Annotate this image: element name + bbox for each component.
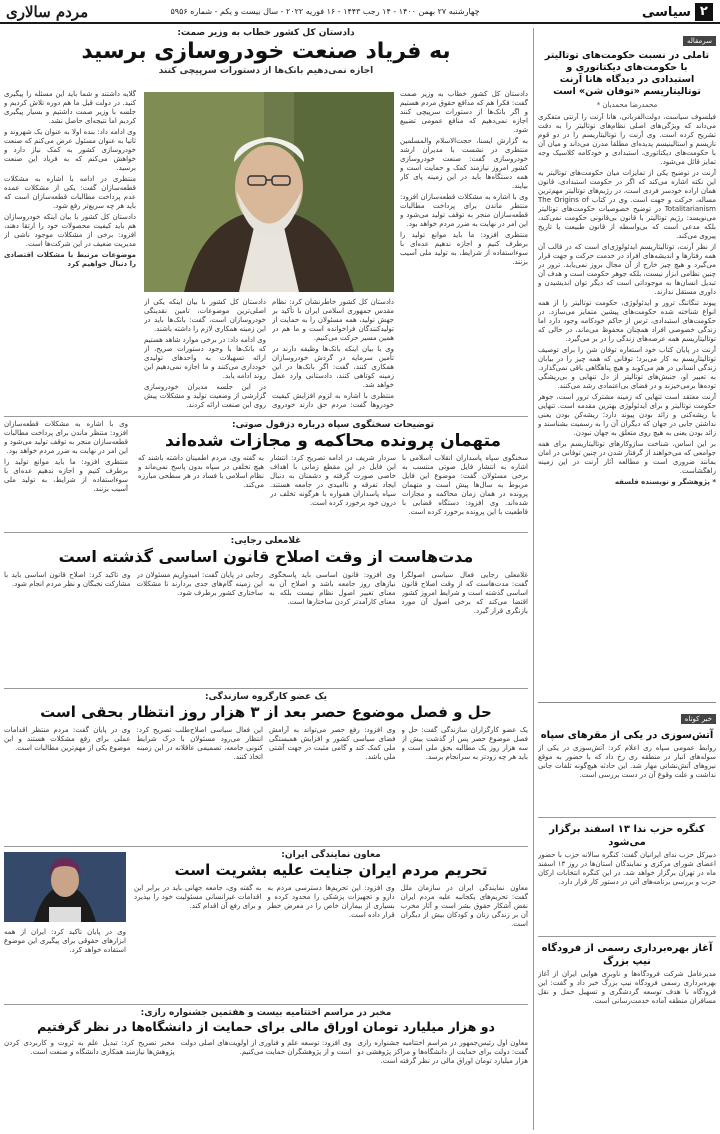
labor-kicker: یک عضو کارگروه سازندگی:	[204, 692, 328, 702]
sanctions-photo	[4, 852, 126, 922]
paragraph: دادستان کل کشور با بیان اینکه خودروسازان هم باید کیفیت محصولات خود را ارتقا دهند، افزود: برخی از مشکلات موجود ناشی از مدیریت ضعیف در این شرکت‌ها است.	[4, 213, 136, 248]
page-number: ۲	[695, 3, 713, 21]
top-story-headline: به فریاد صنعت خودروسازی برسید	[81, 39, 451, 64]
paragraph: وی ادامه داد: بنده اولا به عنوان یک شهروند و ثانیا به عنوان مسئول عرض می‌کنم که صنعت خودروسازی کشور به کمک نیاز دارد و خواهش می‌کنم که به فریاد این صنعت برسید.	[4, 128, 136, 172]
column-divider	[533, 28, 534, 1130]
divider	[4, 1004, 528, 1005]
paragraph: به گزارش ایسنا، حجت‌الاسلام والمسلمین منتظری در نشست با مدیران ارشد خودروسازی گفت: صنعت خودروسازی کشور امروز نیازمند کمک و حمایت است و همه دستگاه‌ها باید در این زمینه پای کار بیایند.	[400, 137, 528, 190]
news-brief-title: کنگره حزب ندا ۱۳ اسفند برگزار می‌شود	[549, 824, 705, 848]
labor-headline: حل و فصل موضوع حصر بعد از ۳ هزار روز انتظار بحقی است	[40, 703, 492, 721]
paragraph: دادستان کل کشور خطاب به وزیر صمت گفت: فکرا هم که مدافع حقوق مردم هستیم و اگر بانک‌ها از دستورات سرپیچی کنند اجازه نمی‌دهیم که منافع عمومی تضییع شود.	[400, 90, 528, 134]
editorial-paragraph: پیوند تنگاتنگ ترور و ایدئولوژی، حکومت توتالیتر را از همه انواع شناخته شده حکومت‌های پیشین متمایز می‌سازد. در حکومت‌های استبدادی، ترس از حاکم خودکامه وجود دارد اما زندگی خصوصی افراد همچنان محفوظ می‌ماند، در حالی که توتالیتاریسم همه عرصه‌های زندگی را در بر می‌گیرد.	[538, 299, 716, 343]
editorial-paragraph: بر این اساس، شناخت سازوکارهای توتالیتاریسم برای همه جوامعی که می‌خواهند از گرفتار شدن در چنین توفانی در امان بمانند ضروری است و مطالعه آثار آرنت در این زمینه راهگشاست.	[538, 440, 716, 475]
festival-headline: دو هزار میلیارد تومان اوراق مالی برای حمایت از دانشگاه‌ها در نظر گرفتیم	[37, 1019, 495, 1034]
festival-kicker: مخبر در مراسم اختتامیه بیست و هفتمین جشنواره رازی:	[140, 1008, 392, 1018]
divider	[538, 817, 716, 818]
labor-column: این فعال سیاسی اصلاح‌طلب تصریح کرد: انتظار می‌رود مسئولان با درک شرایط کنونی جامعه، تصمیمی عاقلانه در این زمینه اتخاذ کنند.	[136, 726, 263, 761]
divider	[538, 936, 716, 937]
irgc-column: سردار شریف در ادامه تصریح کرد: انتشار این فایل در این مقطع زمانی با اهداف خاصی صورت گرفته و دشمنان به دنبال ایجاد تفرقه و ناامیدی در جامعه هستند. سپاه پاسداران همواره با هرگونه تخلف در درون خود برخورد کرده است.	[270, 454, 396, 507]
news-brief-body: مدیرعامل شرکت فرودگاه‌ها و ناوبری هوایی ایران از آغاز بهره‌برداری رسمی فرودگاه نیپ بزرگ خبر داد و گفت: این فرودگاه با هدف توسعه گردشگری و تسهیل حمل و نقل مسافران منطقه آماده خدمت‌رسانی است.	[538, 970, 716, 1005]
festival-column: وی افزود: توسعه علم و فناوری از اولویت‌های اصلی دولت است و از پژوهشگران حمایت می‌کنیم.	[180, 1039, 352, 1056]
irgc-side-column	[4, 420, 128, 528]
news-brief-title: آغاز بهره‌برداری رسمی از فرودگاه نیپ بزرگ	[541, 943, 713, 967]
sanctions-column: معاون نمایندگی ایران در سازمان ملل گفت: تحریم‌های یکجانبه علیه مردم ایران نقض آشکار حقوق بشر است و آثار مخرب آن بر زندگی زنان و کودکان بیش از دیگران است.	[400, 884, 528, 928]
paragraph: گلایه داشتند و شما باید این مسئله را پیگیری کنید. در دولت قبل ما هم دوره تلاش کردیم و جلسه با وزیر صمت داشتیم و بسیار پیگیری کردیم اما نتیجه‌ای حاصل نشد.	[4, 90, 136, 125]
editorial-title: تاملی در نسبت حکومت‌های توتالیتر با حکومت‌های دیکتاتوری و استبدادی در دیدگاه هانا آرنت توتالیتاریسم «توفان شن» است	[544, 50, 710, 97]
editorial-paragraph: آرنت در پایان کتاب خود استعاره توفان شن را برای توصیف توتالیتاریسم به کار می‌برد؛ توفانی که همه چیز را در بیابان زندگی انسانی در هم می‌کوبد و هیچ پناهگاهی باقی نمی‌گذارد. به تعبیر او، جنبش‌های توتالیتر از دل تنهایی و بی‌ریشگی توده‌ها برمی‌خیزند و در فضای بی‌اعتمادی رشد می‌کنند.	[538, 346, 716, 390]
top-story-column	[272, 298, 394, 410]
editorial-footnote: * پژوهشگر و نویسنده فلسفه	[614, 478, 716, 486]
paragraph: وی با اشاره به مشکلات قطعه‌سازان افزود: منتظر ماندن برای پرداخت مطالبات قطعه‌سازان منجر به توقف تولید می‌شود و این امر در نهایت به ضرر مردم خواهد بود.	[4, 420, 128, 455]
editorial-sidebar	[538, 28, 716, 698]
irgc-kicker: توضیحات سخنگوی سپاه درباره دزفول صوتی:	[232, 420, 434, 430]
paragraph: موضوعات مرتبط با مشکلات اقتصادی را دنبال خواهیم کرد	[4, 251, 136, 268]
sanctions-side-column: وی در پایان تاکید کرد: ایران از همه ابزارهای حقوقی برای پیگیری این موضوع استفاده خواهد کرد.	[4, 928, 126, 954]
paragraph: منتظری با اشاره به لزوم افزایش کیفیت خودروها گفت: مردم حق دارند خودروی	[272, 392, 394, 409]
editorial-paragraph: آرنت معتقد است تنهایی که زمینه مشترک ترور است، جوهر حکومت توتالیتر و برای ایدئولوژی بهترین مقدمه است. تنهایی با ریشه‌کنی و زائد بودن پیوند دارد؛ ریشه‌کن بودن یعنی نداشتن جایی در جهان که دیگران آن را به رسمیت بشناسند و زائد بودن یعنی به هیچ روی متعلق به جهان نبودن.	[538, 393, 716, 437]
masthead	[0, 0, 720, 24]
divider	[4, 532, 528, 533]
labor-column: وی در پایان گفت: مردم منتظر اقدامات عملی برای رفع مشکلات هستند و این موضوع یکی از مهم‌ترین مطالبات است.	[4, 726, 131, 752]
editorial-paragraph: آرنت در توضیح یکی از تمایزات میان حکومت‌های توتالیتر به این نکته اشاره می‌کند که اگر در حکومت استبدادی، قانون همان اراده خودسر فردی است، در رژیم‌های توتالیتر مهم‌ترین مساله، حرکت و جهت است. وی در کتاب The Origins of Totalitarianism در توضیح خصوصیات حکومت‌های توتالیتر می‌نویسد: رژیم توتالیتر با قانون بی‌قانونی حکومت نمی‌کند، بلکه مدعی است که بی‌واسطه از قانون طبیعت یا تاریخ پیروی می‌کند.	[538, 169, 716, 240]
divider	[4, 688, 528, 689]
top-story-kicker: دادستان کل کشور خطاب به وزیر صمت:	[177, 28, 355, 38]
news-brief-body: دبیرکل حزب ندای ایرانیان گفت: کنگره سالانه حزب با حضور اعضای شورای مرکزی و نمایندگان استان‌ها در روز ۱۳ اسفند ماه در تهران برگزار خواهد شد. در این کنگره انتخابات ارکان حزب و بررسی برنامه‌های آتی در دستور کار قرار دارد.	[538, 851, 716, 886]
festival-column: مخبر تصریح کرد: تبدیل علم به ثروت و کاربردی کردن پژوهش‌ها نیازمند همکاری دانشگاه و صنعت است.	[3, 1039, 175, 1056]
portrait-photo-icon	[144, 92, 394, 292]
labor-column: وی افزود: رفع حصر می‌تواند به آرامش فضای سیاسی کشور و افزایش همبستگی ملی کمک کند و گامی مثبت در جهت آشتی ملی باشد.	[269, 726, 396, 761]
dateline: چهارشنبه ۲۷ بهمن ۱۴۰۰ - ۱۴ رجب ۱۴۴۳ - ۱۶ فوریه ۲۰۲۲ - سال بیست و یکم - شماره ۵۹۵۶	[170, 7, 480, 16]
irgc-headline: متهمان پرونده محاکمه و مجازات شده‌اند	[164, 431, 502, 451]
festival-column: معاون اول رئیس‌جمهور در مراسم اختتامیه جشنواره رازی گفت: دولت برای حمایت از دانشگاه‌ها و مراکز پژوهشی دو هزار میلیارد تومان اوراق مالی در نظر گرفته است.	[357, 1039, 528, 1065]
festival-story	[4, 1008, 528, 1130]
irgc-column: سخنگوی سپاه پاسداران انقلاب اسلامی با اشاره به انتشار فایل صوتی منتسب به برخی مسئولان گفت: موضوع این فایل مربوط به سال‌ها پیش است و متهمان پرونده در همان زمان محاکمه و مجازات شده‌اند. وی افزود: دستگاه قضایی با قاطعیت با این پرونده برخورد کرده است.	[402, 454, 528, 516]
sanctions-column: به گفته وی، جامعه جهانی باید در برابر این اقدامات غیرانسانی مسئولیت خود را بپذیرد و برای رفع آن اقدام کند.	[134, 884, 262, 910]
paragraph: وی با اشاره به مشکلات قطعه‌سازان افزود: منتظر ماندن برای پرداخت مطالبات قطعه‌سازان منجر به توقف تولید می‌شود و این امر در نهایت به ضرر مردم خواهد بود.	[400, 193, 528, 228]
top-story-photo	[144, 92, 394, 292]
sanctions-story	[4, 850, 528, 1000]
top-story-column	[400, 90, 528, 410]
editorial-paragraph: فیلسوف سیاست، دولت‌الفربانی، هانا آرنت را آرنتی متفکری می‌داند که ویژگی‌های اصلی نظام‌های توتالیتر را به دقت تشریح کرده است. وی آرنت را توتالیتاریسم را در دو قوم نازیسم و استالینیسم پدیده‌ای مطلقا مدرن می‌داند و میان آن با حکومت‌های دیکتاتوری، استبدادی و خودکامه کلاسیک وجه تمایز قائل می‌شود.	[538, 113, 716, 166]
paragraph: دادستان کل کشور خاطرنشان کرد: نظام مقدس جمهوری اسلامی ایران با تأکید بر جهش تولید، همه مسئولان را به حمایت از تولیدکنندگان فراخوانده است و ما هم در همین مسیر حرکت می‌کنیم.	[272, 298, 394, 342]
top-story-column	[144, 298, 266, 410]
labor-column: یک عضو کارگزاران سازندگی گفت: حل و فصل موضوع حصر پس از گذشت بیش از سه هزار روز یک مطالبه بحق ملی است و باید هر چه زودتر به سرانجام برسد.	[401, 726, 528, 761]
divider	[4, 846, 528, 847]
speaker-photo-icon	[4, 852, 126, 922]
law-column: غلامعلی رجایی فعال سیاسی اصولگرا گفت: مدت‌هاست که از وقت اصلاح قانون اساسی گذشته است و شرایط امروز کشور اقتضا می‌کند که برخی اصول آن مورد بازنگری قرار گیرد.	[401, 571, 528, 615]
law-kicker: غلامعلی رجایی:	[230, 536, 302, 546]
law-column: وی افزود: قانون اساسی باید پاسخگوی نیازهای روز جامعه باشد و اصلاح آن به معنای تغییر اصول نظام نیست بلکه به معنای کارآمدتر کردن ساختارها است.	[269, 571, 396, 606]
editorial-author: محمدرضا محمدیان *	[596, 101, 658, 109]
section-title: سیاسی	[642, 4, 691, 20]
news-brief-title: آتش‌سوزی در یکی از مقرهای سپاه	[540, 730, 714, 741]
divider	[4, 416, 528, 417]
newspaper-logo: مردم سالاری	[6, 3, 89, 21]
paragraph: وی با بیان اینکه بانک‌ها وظیفه دارند در تأمین سرمایه در گردش خودروسازان همکاری کنند، گفت: اگر بانک‌ها در این زمینه کوتاهی کنند، دادستانی وارد عمل خواهد شد.	[272, 345, 394, 389]
irgc-column: به گفته وی، مردم اطمینان داشته باشند که هیچ تخلفی در سپاه بدون پاسخ نمی‌ماند و نظام اسلامی با فساد در هر سطحی مبارزه می‌کند.	[138, 454, 264, 489]
editorial-body	[538, 113, 716, 703]
news-brief-tag: خبر کوتاه	[681, 714, 716, 724]
news-brief-body: روابط عمومی سپاه ری اعلام کرد: آتش‌سوزی در یکی از سوله‌های انبار در منطقه ری رخ داد که با حضور به موقع نیروهای آتش‌نشانی مهار شد. این حادثه هیچ‌گونه تلفات جانی نداشت و علت وقوع آن در دست بررسی است.	[538, 744, 716, 779]
paragraph: منتظری افزود: ما باید موانع تولید را برطرف کنیم و اجازه ندهیم عده‌ای با سوءاستفاده از شرایط، به تولید ملی آسیب بزنند.	[400, 231, 528, 266]
law-column: وی تاکید کرد: اصلاح قانون اساسی باید با مشارکت نخبگان و نظر مردم انجام شود.	[4, 571, 131, 588]
editorial-tag: سرمقاله	[683, 36, 716, 46]
irgc-story	[138, 420, 528, 528]
top-story	[4, 28, 528, 414]
paragraph: منتظری در ادامه با اشاره به مشکلات قطعه‌سازان گفت: یکی از مشکلات عمده عدم پرداخت مطالبات قطعه‌سازان است که باید هر چه سریع‌تر رفع شود.	[4, 175, 136, 210]
paragraph: منتظری افزود: ما باید موانع تولید را برطرف کنیم و اجازه ندهیم عده‌ای با سوءاستفاده از شرایط، به تولید ملی آسیب بزنند.	[4, 458, 128, 493]
sanctions-kicker: معاون نمایندگی ایران:	[281, 850, 381, 860]
news-briefs-sidebar	[538, 702, 716, 1130]
law-column: رجایی در پایان گفت: امیدواریم مسئولان در این زمینه گام‌های جدی بردارند تا مشکلات ساختاری کشور برطرف شود.	[136, 571, 263, 597]
page-box	[642, 2, 716, 22]
top-story-column	[4, 90, 136, 410]
sanctions-headline: تحریم مردم ایران جنایت علیه بشریت است	[174, 861, 488, 879]
labor-story	[4, 692, 528, 842]
paragraph: دادستان کل کشور با بیان اینکه یکی از اصلی‌ترین موضوعات، تامین نقدینگی خودروسازان است، گفت: بانک‌ها باید در این زمینه همکاری لازم را داشته باشند.	[144, 298, 266, 333]
editorial-paragraph: از نظر آرنت، توتالیتاریسم ایدئولوژی‌ای است که در قالب آن همه رفتارها و اندیشه‌های افراد در خدمت حرکت و جهت قرار می‌گیرد و هیچ چیز خارج از آن مجال بروز نمی‌یابد. ترور در چنین نظامی ابزار نیست، بلکه جوهر حکومت است و هدف آن تبدیل انسان‌ها به موجوداتی است که دیگر توان اندیشیدن و داوری مستقل ندارند.	[538, 243, 716, 296]
paragraph: در این جلسه مدیران خودروسازی گزارشی از وضعیت تولید و مشکلات پیش روی این صنعت ارائه کردند.	[144, 383, 266, 409]
law-story	[4, 536, 528, 686]
law-headline: مدت‌هاست از وقت اصلاح قانون اساسی گذشته است	[58, 547, 474, 566]
paragraph: وی ادامه داد: در برخی موارد شاهد هستیم که بانک‌ها با وجود دستورات صریح، از ارائه تسهیلات به واحدهای تولیدی خودداری می‌کنند و ما اجازه نمی‌دهیم این روند ادامه یابد.	[144, 336, 266, 380]
sanctions-column: وی افزود: این تحریم‌ها دسترسی مردم به دارو و تجهیزات پزشکی را محدود کرده و بسیاری از بیماران خاص را در معرض خطر قرار داده است.	[267, 884, 395, 919]
top-story-subheadline: اجازه نمی‌دهیم بانک‌ها از دستورات سرپیچی کنند	[158, 66, 374, 76]
